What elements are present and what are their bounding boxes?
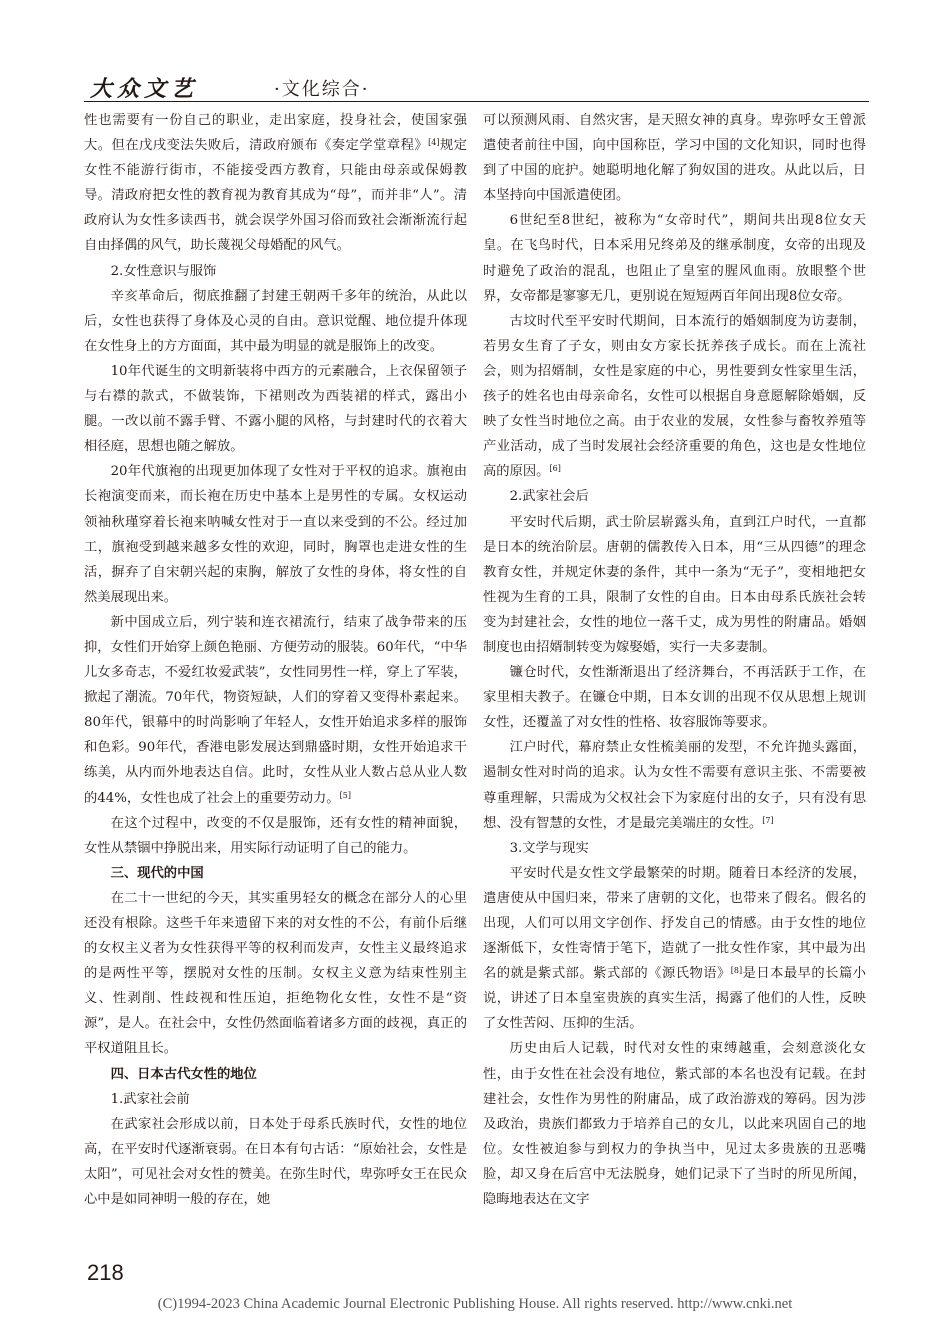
paragraph [483, 309, 866, 485]
paragraph [84, 284, 467, 359]
section-heading [84, 1062, 467, 1087]
paragraph-text: 四、日本古代女性的地位 [110, 1066, 257, 1082]
section-heading [84, 861, 467, 886]
paragraph-text: 2.武家社会后 [509, 489, 589, 505]
paragraph-text: 在二十一世纪的今天，其实重男轻女的概念在部分人的心里还没有根除。这些千年来遗留下来的对女性的不公，有前仆后继的女权主义者为女性获得平等的权利而发声，女性主义最终追求的是两性平等，摆脱对女性的压制。女权主义意为结束性别主义、性剥削、性歧视和性压迫，拒绝物化女性，女性不是“资源”，是人。在社会中，女性仍然面临着诸多方面的歧视，真正的平权道阻且长。 [84, 890, 467, 1057]
paragraph [483, 735, 866, 835]
paragraph [483, 660, 866, 735]
subsection-heading [84, 259, 467, 284]
paragraph [84, 359, 467, 459]
paragraph-text: 10年代诞生的文明新装将中西方的元素融合，上衣保留领子与右襟的款式，不做装饰，下裙则改为西装裙的样式，露出小腿。一改以前不露手臂、不露小腿的风格，与封建时代的衣着大相径庭，思想也随之解放。 [84, 363, 467, 455]
paragraph-text: 20年代旗袍的出现更加体现了女性对于平权的追求。旗袍由长袍演变而来，而长袍在历史中基本上是男性的专属。女权运动领袖秋瑾穿着长袍来呐喊女性对于一直以来受到的不公。经过加工，旗袍受到越来越多女性的欢迎，同时，胸罩也走进女性的生活，摒弃了自宋朝兴起的束胸，解放了女性的身体，将女性的自然美展现出来。 [84, 464, 467, 605]
paragraph [84, 610, 467, 811]
paragraph [483, 861, 866, 1037]
header-rule [84, 101, 869, 102]
citation-ref: [7] [762, 815, 774, 825]
paragraph [84, 811, 467, 861]
paragraph-text: 在这个过程中，改变的不仅是服饰，还有女性的精神面貌，女性从禁锢中挣脱出来，用实际行动证明了自己的能力。 [84, 815, 467, 856]
paragraph-text: 3.文学与现实 [509, 840, 589, 856]
paragraph [84, 1112, 467, 1212]
section-name: ·文化综合· [274, 79, 370, 100]
subsection-heading [483, 836, 866, 861]
subsection-heading [84, 1087, 467, 1112]
paragraph [84, 459, 467, 610]
journal-name: 大众文艺 [90, 76, 199, 102]
citation-ref: [5] [339, 790, 351, 800]
citation-ref: [6] [549, 464, 561, 474]
right-column [483, 108, 866, 1212]
citation-ref: [4] [428, 138, 440, 148]
paragraph [84, 886, 467, 1062]
paragraph-text: 1.武家社会前 [110, 1091, 190, 1107]
journal-header [84, 72, 874, 102]
paragraph [483, 510, 866, 661]
paragraph-text-tail: 规定女性不能游行街市，不能接受西方教育，只能由母亲或保姆教导。清政府把女性的教育视为教育其成为“母”，而并非“人”。清政府认为女性多读西书，就会误学外国习俗而致社会渐渐流行起自由择偶的风气，助长蔑视父母婚配的风气。 [84, 138, 468, 254]
page-number: 218 [87, 1260, 124, 1285]
paragraph-text-tail: 是日本最早的长篇小说，讲述了日本皇室贵族的真实生活，揭露了他们的人性，反映了女性苦闷、压抑的生活。 [483, 966, 867, 1032]
citation-ref: [8] [730, 966, 743, 976]
paragraph-text: 江户时代，幕府禁止女性梳美丽的发型，不允许抛头露面，遏制女性对时尚的追求。认为女性不需要有意识主张、不需要被尊重理解，只需成为父权社会下为家庭付出的女子，只有没有思想、没有智慧的女性，才是最完美端庄的女性。 [483, 740, 866, 831]
paragraph-text: 镰仓时代，女性渐渐退出了经济舞台，不再活跃于工作，在家里相夫教子。在镰仓中期，日本女训的出现不仅从思想上规训女性，还覆盖了对女性的性格、妆容服饰等要求。 [483, 665, 866, 731]
paragraph-text: 平安时代是女性文学最繁荣的时期。随着日本经济的发展，遣唐使从中国归来，带来了唐朝的文化，也带来了假名。假名的出现，人们可以用文字创作、抒发自己的情感。由于女性的地位逐渐低下，女性寄情于笔下，造就了一批女性作家，其中最为出名的就是紫式部。紫式部的《源氏物语》 [483, 865, 866, 982]
paragraph-text: 性也需要有一份自己的职业，走出家庭，投身社会，使国家强大。但在戊戌变法失败后，清政府颁布《奏定学堂章程》 [84, 113, 467, 154]
paragraph-text: 平安时代后期，武士阶层崭露头角，直到江户时代，一直都是日本的统治阶层。唐朝的儒教传入日本，用“三从四德”的理念教育女性，并规定休妻的条件，其中一条为“无子”，变相地把女性视为生育的工具，限制了女性的自由。日本由母系氏族社会转变为封建社会，女性的地位一落千丈，成为男性的附庸品。婚姻制度也由招婿制转变为嫁娶婚，实行一夫多妻制。 [483, 514, 866, 655]
paragraph-text: 三、现代的中国 [110, 865, 204, 881]
subsection-heading [483, 484, 866, 509]
paragraph-text: 古坟时代至平安时代期间，日本流行的婚姻制度为访妻制，若男女生育了子女，则由女方家长抚养孩子成长。而在上流社会，则为招婿制，女性是家庭的中心，男性要到女性家里生活，孩子的姓名也由母亲命名，女性可以根据自身意愿解除婚姻，反映了女性当时地位之高。由于农业的发展，女性参与畜牧养殖等产业活动，成了当时发展社会经济重要的角色，这也是女性地位高的原因。 [483, 313, 866, 480]
paragraph-text: 历史由后人记载，时代对女性的束缚越重，会刻意淡化女性，由于女性在社会没有地位，紫式部的本名也没有记载。在封建社会，女性作为男性的附庸品，成了政治游戏的筹码。因为涉及政治，贵族们都致力于培养自己的女儿，以此来巩固自己的地位。女性被迫参与到权力的争执当中，见过太多贵族的丑恶嘴脸，却又身在后宫中无法脱身，她们记录下了当时的所见所闻，隐晦地表达在文字 [483, 1041, 866, 1208]
paragraph-text: 辛亥革命后，彻底推翻了封建王朝两千多年的统治，从此以后，女性也获得了身体及心灵的自由。意识觉醒、地位提升体现在女性身上的方方面面，其中最为明显的就是服饰上的改变。 [84, 288, 467, 354]
paragraph [483, 1036, 866, 1212]
copyright-footer: (C)1994-2023 China Academic Journal Electronic Publishing House. All rights reserved. http://www.cnki.net [157, 1296, 793, 1312]
paragraph-text: 6世纪至8世纪，被称为“女帝时代”，期间共出现8位女天皇。在飞鸟时代，日本采用兄终弟及的继承制度，女帝的出现及时避免了政治的混乱，也阻止了皇室的腥风血雨。放眼整个世界，女帝都是寥寥无几，更别说在短短两百年间出现8位女帝。 [483, 213, 866, 304]
paragraph [483, 108, 866, 208]
paragraph-text: 新中国成立后，列宁装和连衣裙流行，结束了战争带来的压抑，女性们开始穿上颜色艳丽、方便劳动的服装。60年代，“中华儿女多奇志，不爱红妆爱武装”，女性同男性一样，穿上了军装，掀起了潮流。70年代，物资短缺，人们的穿着又变得朴素起来。80年代，银幕中的时尚影响了年轻人，女性开始追求多样的服饰和色彩。90年代，香港电影发展达到鼎盛时期，女性开始追求干练美，从内而外地表达自信。此时，女性从业人数占总从业人数的44%，女性也成了社会上的重要劳动力。 [84, 614, 467, 806]
paragraph-text: 在武家社会形成以前，日本处于母系氏族时代，女性的地位高，在平安时代逐渐衰弱。在日本有句古话：“原始社会，女性是太阳”，可见社会对女性的赞美。在弥生时代，卑弥呼女王在民众心中是如同神明一般的存在，她 [84, 1116, 467, 1208]
paragraph-text: 可以预测风雨、自然灾害，是天照女神的真身。卑弥呼女王曾派遣使者前往中国，向中国称臣，学习中国的文化知识，同时也得到了中国的庇护。她聪明地化解了狗奴国的进攻。从此以后，日本坚持向中国派遣使团。 [483, 113, 866, 204]
left-column [84, 108, 467, 1212]
paragraph [84, 108, 467, 259]
paragraph [483, 208, 866, 308]
paragraph-text: 2.女性意识与服饰 [110, 263, 217, 279]
